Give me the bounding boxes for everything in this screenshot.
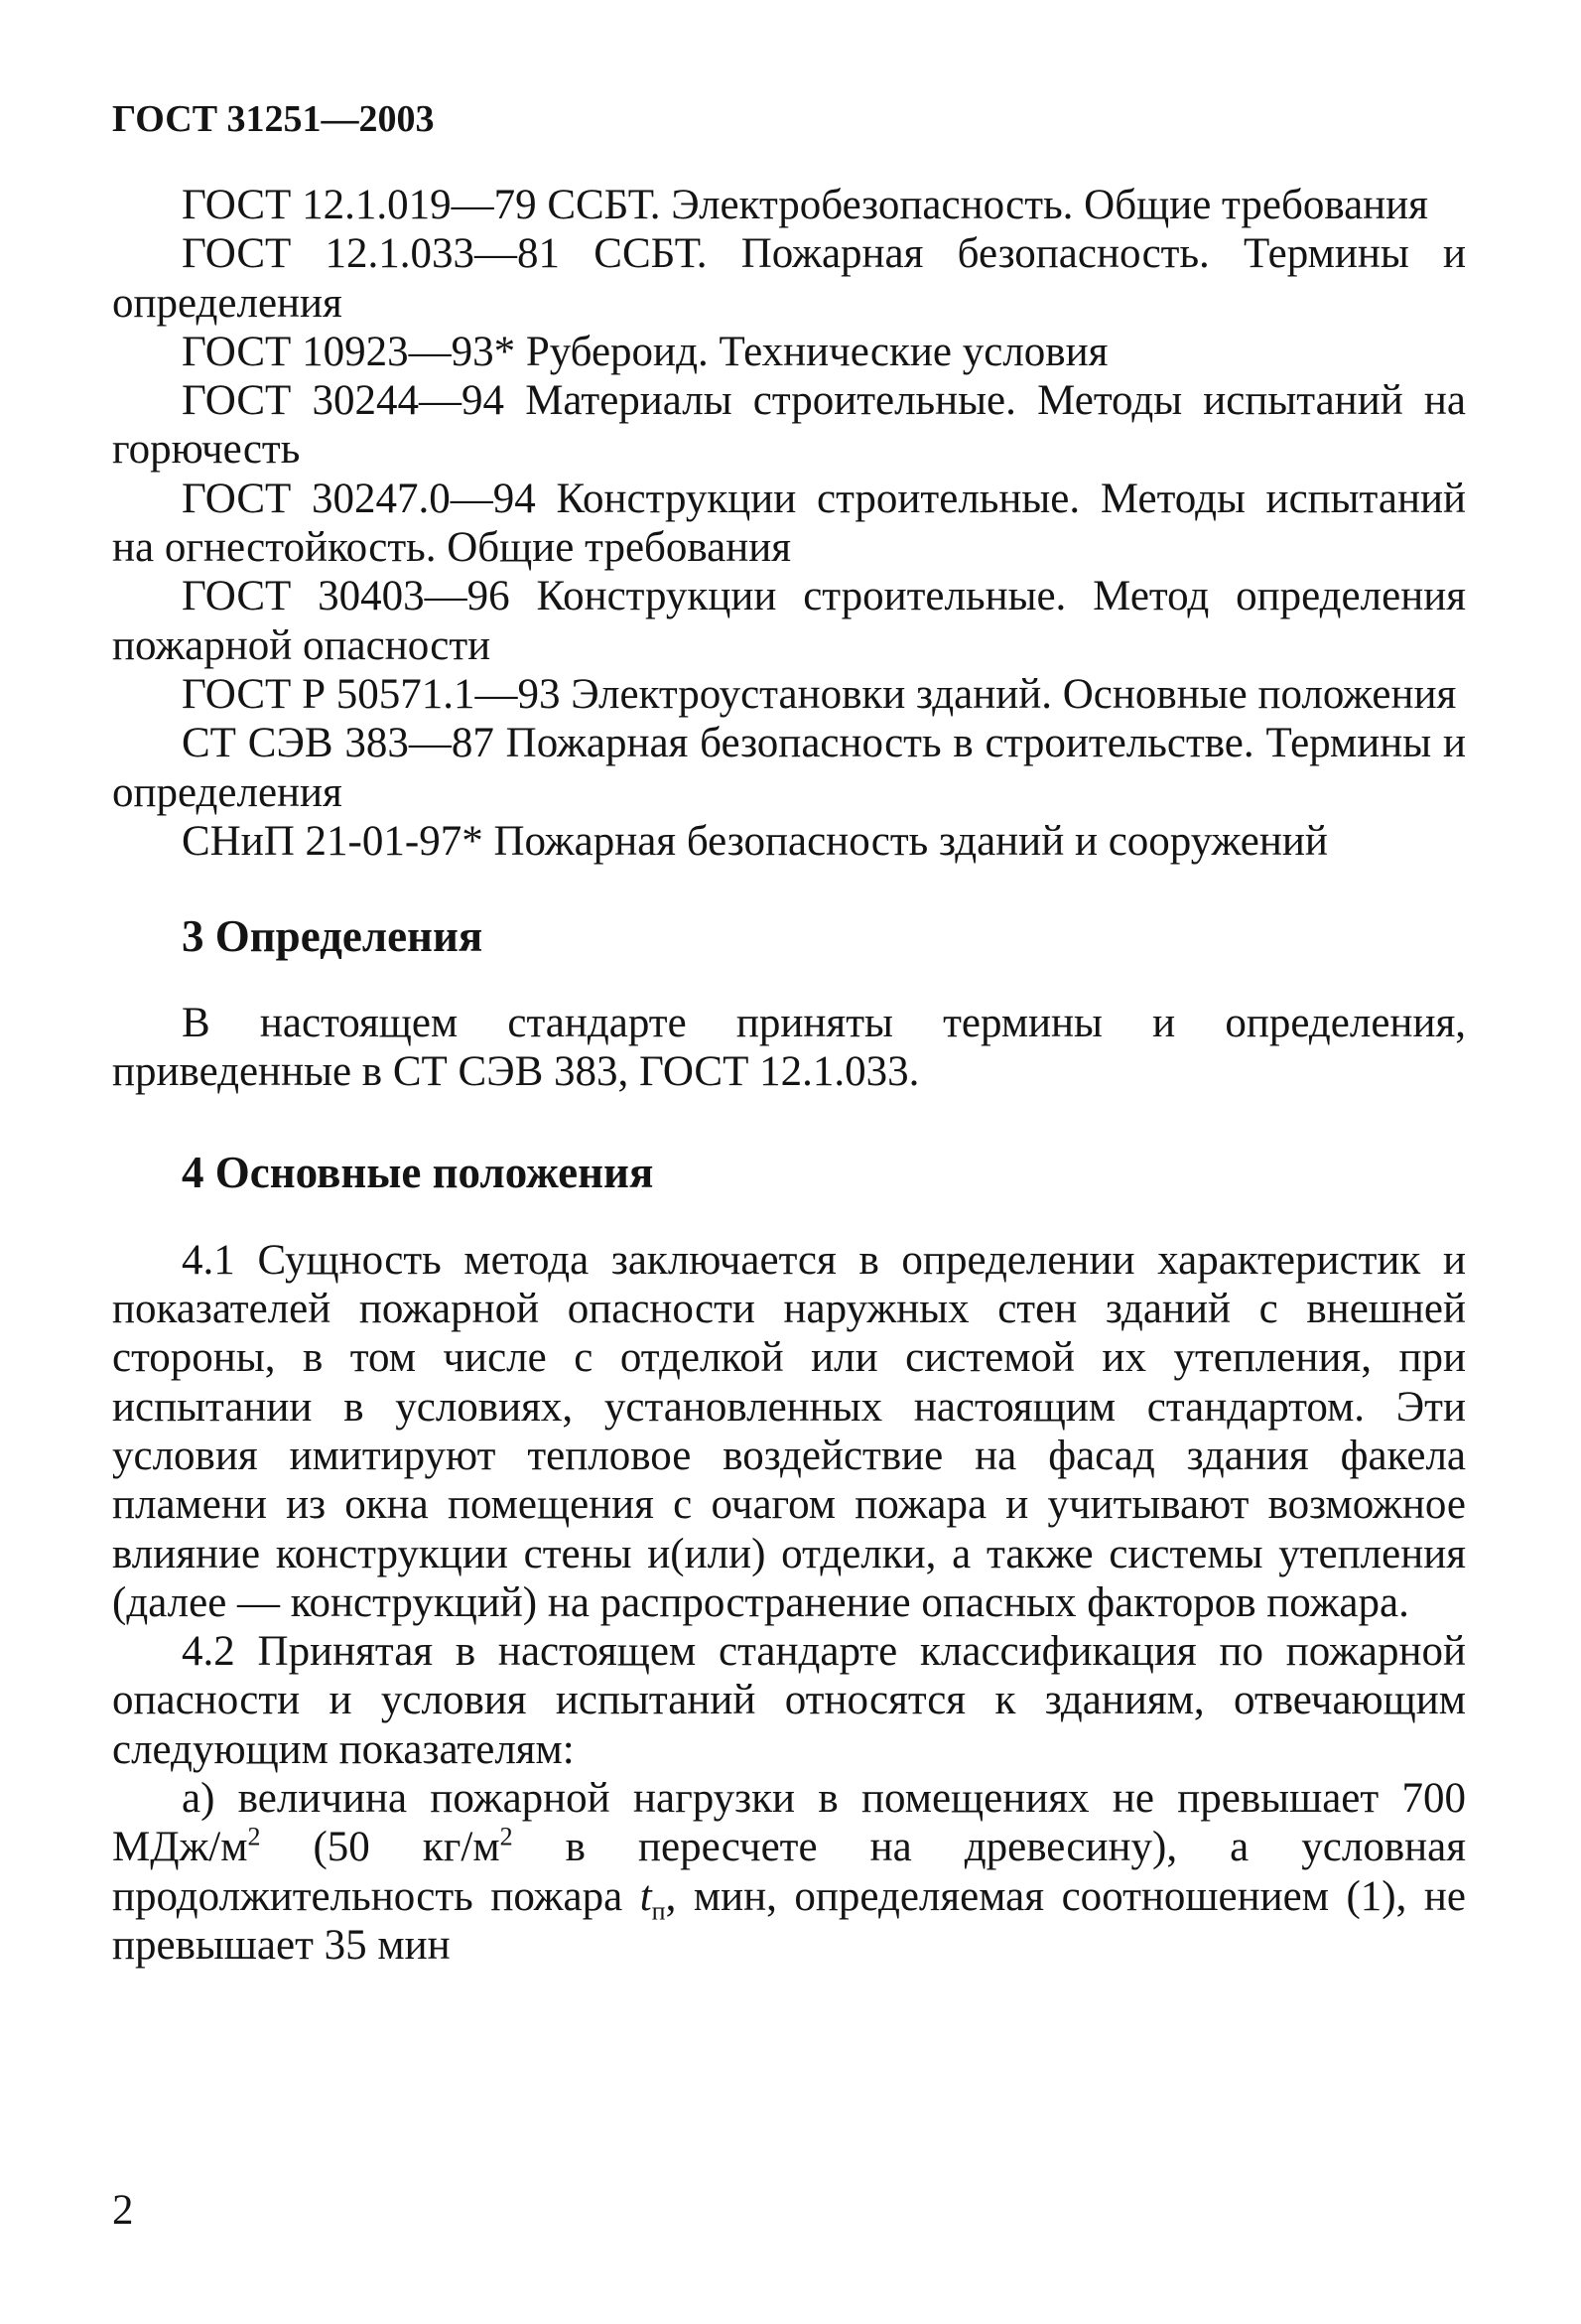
paragraph-4-2: 4.2 Принятая в настоящем стандарте классификация по пожарной опасности и условия испытаний относятся к зданиям, отвечающим следующим показателям: (112, 1628, 1466, 1773)
item-a-suffix: , мин, определяемая соотношением (1), не превышает 35 мин (112, 1872, 1466, 1969)
reference-item: ГОСТ 30244—94 Материалы строительные. Методы испытаний на горючесть (112, 377, 1466, 474)
list-item-a (112, 1774, 1466, 1970)
reference-item: ГОСТ 30247.0—94 Конструкции строительные. Методы испытаний на огнестойкость. Общие требования (112, 475, 1466, 572)
section-3-heading: 3 Определения (182, 911, 483, 962)
paragraph-4-1: 4.1 Сущность метода заключается в определении характеристик и показателей пожарной опасности наружных стен зданий с внешней стороны, в том числе с отделкой или системой их утепления, при испытании в условиях, установленных настоящим стандартом. Эти условия имитируют тепловое воздействие на фасад здания факела пламени из окна помещения с очагом пожара и учитывают возможное влияние конструкции стены и(или) отделки, а также системы утепления (далее — конструкций) на распространение опасных факторов пожара. (112, 1236, 1466, 1626)
reference-item: ГОСТ 10923—93* Рубероид. Технические условия (182, 328, 1109, 375)
section-3-text: В настоящем стандарте приняты термины и определения, приведенные в СТ СЭВ 383, ГОСТ 12.1.033. (112, 1000, 1466, 1096)
reference-item: ГОСТ 12.1.019—79 ССБТ. Электробезопасность. Общие требования (182, 182, 1428, 228)
item-a-prefix: а) величина пожарной нагрузки в помещениях не превышает 700 МДж/м (112, 1775, 1466, 1871)
superscript: 2 (499, 1822, 513, 1851)
reference-item: ГОСТ Р 50571.1—93 Электроустановки зданий. Основные положения (182, 670, 1457, 718)
reference-item: ГОСТ 12.1.033—81 ССБТ. Пожарная безопасность. Термины и определения (112, 230, 1466, 327)
page-number: 2 (112, 2187, 134, 2234)
subscript: п (651, 1896, 666, 1926)
section-4-heading: 4 Основные положения (182, 1147, 654, 1197)
references-list (112, 181, 1466, 866)
document-header: ГОСТ 31251—2003 (112, 98, 435, 140)
superscript: 2 (247, 1822, 261, 1851)
variable-t: t (639, 1872, 652, 1920)
item-a-mid1: (50 кг/м (260, 1824, 500, 1871)
document-body (112, 181, 1466, 1970)
reference-item: СТ СЭВ 383—87 Пожарная безопасность в строительстве. Термины и определения (112, 720, 1466, 816)
item-a-mid2: в пересчете на древесину), а условная продолжительность пожара (112, 1824, 1467, 1920)
reference-item: СНиП 21-01-97* Пожарная безопасность зданий и сооружений (182, 817, 1328, 865)
reference-item: ГОСТ 30403—96 Конструкции строительные. Метод определения пожарной опасности (112, 573, 1466, 669)
